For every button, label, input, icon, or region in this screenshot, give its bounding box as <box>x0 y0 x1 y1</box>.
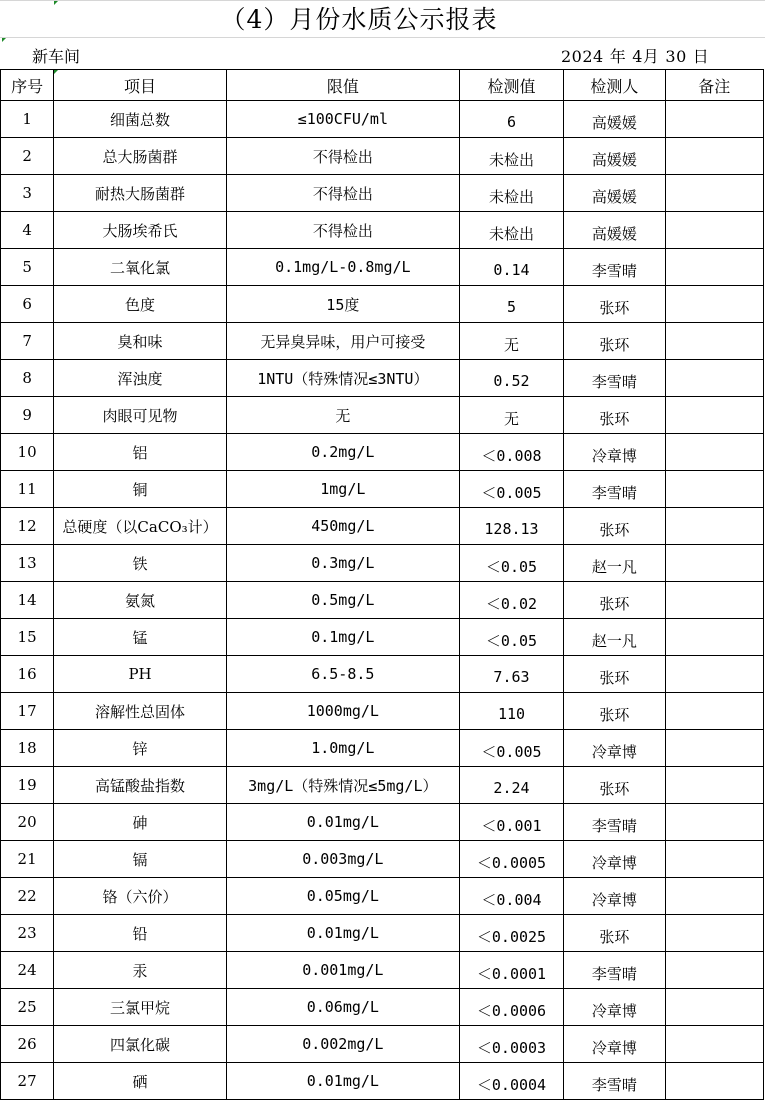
cell-tester[interactable]: 赵一凡 <box>564 619 665 656</box>
header-no[interactable]: 序号 <box>1 70 54 101</box>
header-value[interactable]: 检测值 <box>459 70 563 101</box>
cell-value[interactable]: 未检出 <box>459 138 563 175</box>
header-note[interactable]: 备注 <box>665 70 763 101</box>
cell-tester[interactable]: 李雪晴 <box>564 952 665 989</box>
cell-item[interactable]: PH <box>54 656 227 693</box>
cell-item[interactable]: 总大肠菌群 <box>54 138 227 175</box>
cell-note[interactable] <box>665 619 763 656</box>
cell-tester[interactable]: 张环 <box>564 582 665 619</box>
cell-value[interactable]: ＜0.001 <box>459 804 563 841</box>
cell-limit[interactable]: 0.05mg/L <box>226 878 459 915</box>
table-row <box>1 582 764 619</box>
cell-value[interactable]: 0.52 <box>459 360 563 397</box>
table-row <box>1 915 764 952</box>
cell-item[interactable]: 锌 <box>54 730 227 767</box>
cell-no[interactable]: 12 <box>1 508 54 545</box>
table-row <box>1 508 764 545</box>
cell-no[interactable]: 27 <box>1 1063 54 1100</box>
cell-value[interactable]: ＜0.05 <box>459 545 563 582</box>
cell-no[interactable]: 13 <box>1 545 54 582</box>
cell-value[interactable]: 0.14 <box>459 249 563 286</box>
report-date[interactable] <box>561 44 715 67</box>
cell-no[interactable]: 22 <box>1 878 54 915</box>
cell-note[interactable] <box>665 434 763 471</box>
table-row <box>1 730 764 767</box>
cell-item[interactable]: 三氯甲烷 <box>54 989 227 1026</box>
cell-note[interactable] <box>665 582 763 619</box>
cell-item[interactable]: 铁 <box>54 545 227 582</box>
cell-value[interactable]: 110 <box>459 693 563 730</box>
cell-item[interactable]: 色度 <box>54 286 227 323</box>
cell-no[interactable]: 5 <box>1 249 54 286</box>
cell-item[interactable]: 四氯化碳 <box>54 1026 227 1063</box>
cell-note[interactable] <box>665 693 763 730</box>
cell-no[interactable]: 16 <box>1 656 54 693</box>
table-row <box>1 878 764 915</box>
cell-note[interactable] <box>665 249 763 286</box>
cell-note[interactable] <box>665 360 763 397</box>
cell-note[interactable] <box>665 989 763 1026</box>
table-row <box>1 989 764 1026</box>
cell-item[interactable]: 肉眼可见物 <box>54 397 227 434</box>
cell-no[interactable]: 6 <box>1 286 54 323</box>
date-day: 30 <box>665 47 687 66</box>
cell-limit[interactable]: 0.1mg/L <box>226 619 459 656</box>
cell-no[interactable]: 3 <box>1 175 54 212</box>
cell-limit[interactable]: 0.01mg/L <box>226 1063 459 1100</box>
cell-no[interactable]: 19 <box>1 767 54 804</box>
cell-limit[interactable]: 0.01mg/L <box>226 804 459 841</box>
cell-tester[interactable]: 李雪晴 <box>564 804 665 841</box>
cell-no[interactable]: 7 <box>1 323 54 360</box>
cell-limit[interactable]: 无 <box>226 397 459 434</box>
table-row <box>1 323 764 360</box>
cell-value[interactable]: ＜0.005 <box>459 730 563 767</box>
cell-value[interactable]: ＜0.05 <box>459 619 563 656</box>
table-row <box>1 138 764 175</box>
table-row <box>1 952 764 989</box>
table-header-row <box>1 70 764 101</box>
cell-value[interactable]: ＜0.02 <box>459 582 563 619</box>
cell-note[interactable] <box>665 397 763 434</box>
header-tester[interactable]: 检测人 <box>564 70 665 101</box>
table-row <box>1 804 764 841</box>
cell-item[interactable]: 溶解性总固体 <box>54 693 227 730</box>
table-row <box>1 434 764 471</box>
cell-limit[interactable]: ≤100CFU/ml <box>226 101 459 138</box>
table-row <box>1 471 764 508</box>
cell-value[interactable]: ＜0.0025 <box>459 915 563 952</box>
cell-tester[interactable]: 冷章博 <box>564 730 665 767</box>
cell-tester[interactable]: 李雪晴 <box>564 471 665 508</box>
cell-no[interactable]: 4 <box>1 212 54 249</box>
cell-note[interactable] <box>665 286 763 323</box>
cell-note[interactable] <box>665 878 763 915</box>
cell-note[interactable] <box>665 767 763 804</box>
cell-limit[interactable]: 0.01mg/L <box>226 915 459 952</box>
cell-item[interactable]: 铜 <box>54 471 227 508</box>
cell-limit[interactable]: 0.1mg/L-0.8mg/L <box>226 249 459 286</box>
table-row <box>1 360 764 397</box>
cell-item[interactable]: 高锰酸盐指数 <box>54 767 227 804</box>
cell-value[interactable]: ＜0.0004 <box>459 1063 563 1100</box>
cell-item[interactable]: 铬（六价） <box>54 878 227 915</box>
cell-limit[interactable]: 3mg/L（特殊情况≤5mg/L） <box>226 767 459 804</box>
cell-value[interactable]: 128.13 <box>459 508 563 545</box>
cell-note[interactable] <box>665 656 763 693</box>
cell-tester[interactable]: 张环 <box>564 286 665 323</box>
cell-limit[interactable]: 15度 <box>226 286 459 323</box>
cell-limit[interactable]: 1.0mg/L <box>226 730 459 767</box>
table-row <box>1 397 764 434</box>
table-body <box>1 101 764 1100</box>
cell-note[interactable] <box>665 323 763 360</box>
cell-item[interactable]: 铅 <box>54 915 227 952</box>
cell-value[interactable]: ＜0.0006 <box>459 989 563 1026</box>
cell-no[interactable]: 23 <box>1 915 54 952</box>
table-row <box>1 212 764 249</box>
cell-no[interactable]: 14 <box>1 582 54 619</box>
cell-value[interactable]: 未检出 <box>459 212 563 249</box>
cell-no[interactable]: 15 <box>1 619 54 656</box>
cell-note[interactable] <box>665 101 763 138</box>
cell-tester[interactable]: 李雪晴 <box>564 360 665 397</box>
cell-note[interactable] <box>665 915 763 952</box>
cell-tester[interactable]: 冷章博 <box>564 989 665 1026</box>
cell-no[interactable]: 9 <box>1 397 54 434</box>
cell-tester[interactable]: 高媛媛 <box>564 212 665 249</box>
cell-tester[interactable]: 高媛媛 <box>564 101 665 138</box>
cell-tester[interactable]: 冷章博 <box>564 434 665 471</box>
cell-item[interactable]: 砷 <box>54 804 227 841</box>
cell-limit[interactable]: 0.003mg/L <box>226 841 459 878</box>
header-item[interactable]: 项目 <box>54 70 227 101</box>
cell-item[interactable]: 臭和味 <box>54 323 227 360</box>
cell-tester[interactable]: 张环 <box>564 323 665 360</box>
cell-no[interactable]: 20 <box>1 804 54 841</box>
table-row <box>1 841 764 878</box>
cell-note[interactable] <box>665 1063 763 1100</box>
cell-no[interactable]: 21 <box>1 841 54 878</box>
cell-item[interactable]: 镉 <box>54 841 227 878</box>
cell-tester[interactable]: 李雪晴 <box>564 1063 665 1100</box>
cell-item[interactable]: 大肠埃希氏 <box>54 212 227 249</box>
cell-item[interactable]: 铝 <box>54 434 227 471</box>
cell-tester[interactable]: 冷章博 <box>564 878 665 915</box>
cell-limit[interactable]: 1000mg/L <box>226 693 459 730</box>
cell-note[interactable] <box>665 804 763 841</box>
table-row <box>1 1063 764 1100</box>
cell-no[interactable]: 11 <box>1 471 54 508</box>
cell-tester[interactable]: 李雪晴 <box>564 249 665 286</box>
cell-note[interactable] <box>665 175 763 212</box>
cell-value[interactable]: ＜0.0003 <box>459 1026 563 1063</box>
cell-tester[interactable]: 高媛媛 <box>564 138 665 175</box>
cell-note[interactable] <box>665 508 763 545</box>
cell-no[interactable]: 10 <box>1 434 54 471</box>
cell-item[interactable]: 硒 <box>54 1063 227 1100</box>
cell-value[interactable]: ＜0.008 <box>459 434 563 471</box>
cell-tester[interactable]: 张环 <box>564 656 665 693</box>
cell-limit[interactable]: 0.5mg/L <box>226 582 459 619</box>
cell-item[interactable]: 汞 <box>54 952 227 989</box>
cell-item[interactable]: 氨氮 <box>54 582 227 619</box>
cell-note[interactable] <box>665 212 763 249</box>
table-row <box>1 619 764 656</box>
title-row <box>0 0 765 38</box>
table-row <box>1 249 764 286</box>
cell-value[interactable]: ＜0.0001 <box>459 952 563 989</box>
cell-no[interactable]: 24 <box>1 952 54 989</box>
cell-no[interactable]: 1 <box>1 101 54 138</box>
cell-item[interactable]: 耐热大肠菌群 <box>54 175 227 212</box>
cell-note[interactable] <box>665 1026 763 1063</box>
table-row <box>1 286 764 323</box>
cell-note[interactable] <box>665 841 763 878</box>
table-row <box>1 1026 764 1063</box>
table-row <box>1 656 764 693</box>
cell-note[interactable] <box>665 730 763 767</box>
cell-tester[interactable]: 冷章博 <box>564 1026 665 1063</box>
cell-item[interactable]: 浑浊度 <box>54 360 227 397</box>
cell-item[interactable]: 细菌总数 <box>54 101 227 138</box>
cell-tester[interactable]: 赵一凡 <box>564 545 665 582</box>
cell-item[interactable]: 锰 <box>54 619 227 656</box>
cell-note[interactable] <box>665 471 763 508</box>
cell-limit[interactable]: 0.3mg/L <box>226 545 459 582</box>
cell-value[interactable]: 7.63 <box>459 656 563 693</box>
cell-limit[interactable]: 不得检出 <box>226 212 459 249</box>
cell-tester[interactable]: 高媛媛 <box>564 175 665 212</box>
subheader-row <box>0 38 765 69</box>
date-day-unit: 日 <box>692 47 710 66</box>
cell-note[interactable] <box>665 138 763 175</box>
cell-limit[interactable]: 1mg/L <box>226 471 459 508</box>
date-month: 4月 <box>632 47 660 66</box>
table-row <box>1 175 764 212</box>
cell-no[interactable]: 8 <box>1 360 54 397</box>
cell-no[interactable]: 17 <box>1 693 54 730</box>
cell-value[interactable]: ＜0.005 <box>459 471 563 508</box>
cell-no[interactable]: 26 <box>1 1026 54 1063</box>
cell-value[interactable]: 5 <box>459 286 563 323</box>
cell-item[interactable]: 二氧化氯 <box>54 249 227 286</box>
cell-value[interactable]: 无 <box>459 397 563 434</box>
report-title[interactable]: （4）月份水质公示报表 <box>220 5 498 34</box>
cell-value[interactable]: ＜0.0005 <box>459 841 563 878</box>
cell-tester[interactable]: 冷章博 <box>564 841 665 878</box>
table-row <box>1 693 764 730</box>
cell-limit[interactable]: 无异臭异味，用户可接受 <box>226 323 459 360</box>
cell-value[interactable]: 2.24 <box>459 767 563 804</box>
date-year-unit: 年 <box>609 47 627 66</box>
cell-tester[interactable]: 张环 <box>564 915 665 952</box>
table-row <box>1 767 764 804</box>
header-limit[interactable]: 限值 <box>226 70 459 101</box>
table-row <box>1 101 764 138</box>
cell-no[interactable]: 25 <box>1 989 54 1026</box>
table-row <box>1 545 764 582</box>
date-year: 2024 <box>561 47 604 66</box>
cell-tester[interactable]: 张环 <box>564 693 665 730</box>
cell-tester[interactable]: 张环 <box>564 767 665 804</box>
cell-note[interactable] <box>665 952 763 989</box>
cell-no[interactable]: 18 <box>1 730 54 767</box>
cell-item[interactable]: 总硬度（以CaCO₃计） <box>54 508 227 545</box>
cell-value[interactable]: 6 <box>459 101 563 138</box>
cell-no[interactable]: 2 <box>1 138 54 175</box>
cell-limit[interactable]: 6.5-8.5 <box>226 656 459 693</box>
cell-limit[interactable]: 不得检出 <box>226 175 459 212</box>
cell-limit[interactable]: 0.2mg/L <box>226 434 459 471</box>
cell-tester[interactable]: 张环 <box>564 508 665 545</box>
cell-value[interactable]: 无 <box>459 323 563 360</box>
cell-limit[interactable]: 不得检出 <box>226 138 459 175</box>
cell-limit[interactable]: 0.001mg/L <box>226 952 459 989</box>
cell-limit[interactable]: 450mg/L <box>226 508 459 545</box>
workshop-name[interactable]: 新车间 <box>32 47 81 66</box>
cell-value[interactable]: 未检出 <box>459 175 563 212</box>
cell-limit[interactable]: 0.002mg/L <box>226 1026 459 1063</box>
cell-tester[interactable]: 张环 <box>564 397 665 434</box>
water-quality-table <box>0 69 764 1100</box>
cell-value[interactable]: ＜0.004 <box>459 878 563 915</box>
cell-note[interactable] <box>665 545 763 582</box>
cell-limit[interactable]: 1NTU（特殊情况≤3NTU） <box>226 360 459 397</box>
cell-limit[interactable]: 0.06mg/L <box>226 989 459 1026</box>
